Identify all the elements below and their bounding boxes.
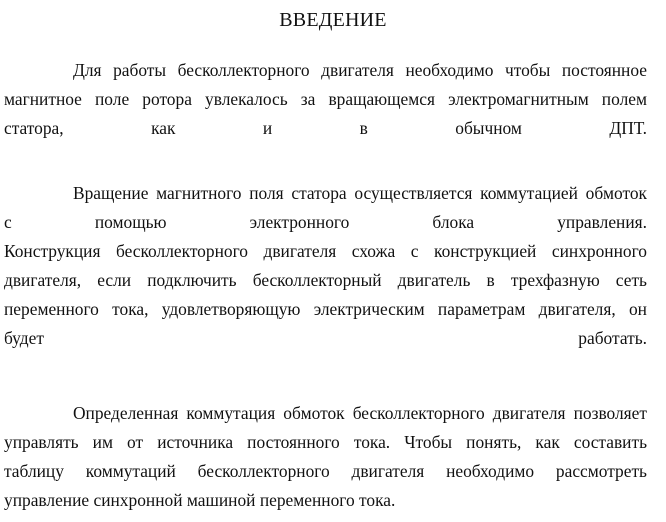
paragraph-line: таблицу коммутаций бесколлекторного двигателя необходимо рассмотреть: [4, 461, 647, 481]
document-title: ВВЕДЕНИЕ: [279, 9, 387, 31]
paragraph-line: Определенная коммутация обмоток бесколлекторного двигателя позволяет: [73, 403, 647, 423]
paragraph-line: двигателя, если подключить бесколлекторный двигатель в трехфазную сеть: [4, 270, 647, 290]
paragraph-line: управление синхронной машиной переменного тока.: [4, 490, 396, 510]
paragraph-3: [4, 399, 647, 515]
paragraph-line: переменного тока, удовлетворяющую электрическим параметрам двигателя, он: [4, 299, 647, 319]
paragraph-line: будет работать.: [4, 328, 647, 348]
paragraph-line: Для работы бесколлекторного двигателя необходимо чтобы постоянное: [73, 60, 647, 80]
paragraph-line: с помощью электронного блока управления.: [4, 212, 647, 232]
paragraph-1: [4, 56, 647, 143]
paragraph-line: Конструкция бесколлекторного двигателя схожа с конструкцией синхронного: [4, 241, 647, 261]
paragraph-line: магнитное поле ротора увлекалось за вращающемся электромагнитным полем: [4, 89, 647, 109]
paragraph-line: статора, как и в обычном ДПТ.: [4, 118, 647, 138]
paragraph-2: [4, 179, 647, 353]
paragraph-line: управлять им от источника постоянного тока. Чтобы понять, как составить: [4, 432, 647, 452]
paragraph-line: Вращение магнитного поля статора осуществляется коммутацией обмоток: [73, 183, 647, 203]
